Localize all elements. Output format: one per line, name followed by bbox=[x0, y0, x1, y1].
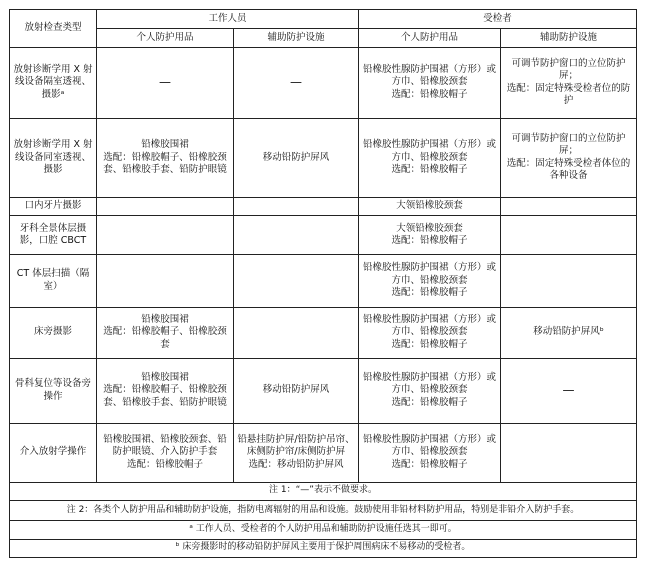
patient-ppe-cell: 铅橡胶性腺防护围裙（方形）或方巾、铅橡胶颈套 选配：铅橡胶帽子 bbox=[359, 254, 501, 307]
patient-aux-cell bbox=[501, 216, 637, 255]
header-staff-aux: 辅助防护设施 bbox=[234, 29, 359, 47]
note-2: 注 2：各类个人防护用品和辅助防护设施，指防电离辐射的用品和设施。鼓励使用非铅材料防护用品，特别是非铅介入防护手套。 bbox=[10, 500, 637, 520]
patient-aux-cell: 移动铅防护屏风ᵇ bbox=[501, 307, 637, 358]
row-category: 牙科全景体层摄影，口腔 CBCT bbox=[10, 216, 97, 255]
header-row-2 bbox=[10, 29, 637, 47]
staff-aux-cell bbox=[234, 307, 359, 358]
table-row bbox=[10, 47, 637, 118]
table-row bbox=[10, 423, 637, 482]
staff-aux-cell: 移动铅防护屏风 bbox=[234, 118, 359, 197]
header-patient: 受检者 bbox=[359, 10, 637, 29]
row-category: 放射诊断学用 X 射线设备隔室透视、摄影ᵃ bbox=[10, 47, 97, 118]
patient-aux-cell bbox=[501, 254, 637, 307]
staff-aux-cell bbox=[234, 216, 359, 255]
header-staff-ppe: 个人防护用品 bbox=[97, 29, 234, 47]
patient-aux-cell bbox=[501, 423, 637, 482]
patient-aux-cell: — bbox=[501, 358, 637, 423]
row-category: 骨科复位等设备旁操作 bbox=[10, 358, 97, 423]
staff-ppe-cell: 铅橡胶围裙、铅橡胶颈套、铅防护眼镜、介入防护手套 选配：铅橡胶帽子 bbox=[97, 423, 234, 482]
row-category: CT 体层扫描（隔室） bbox=[10, 254, 97, 307]
patient-ppe-cell: 铅橡胶性腺防护围裙（方形）或方巾、铅橡胶颈套 选配：铅橡胶帽子 bbox=[359, 358, 501, 423]
table-row bbox=[10, 358, 637, 423]
table-row bbox=[10, 216, 637, 255]
header-staff: 工作人员 bbox=[97, 10, 359, 29]
footnote-b: ᵇ 床旁摄影时的移动铅防护屏风主要用于保护周围病床不易移动的受检者。 bbox=[10, 539, 637, 557]
header-category: 放射检查类型 bbox=[10, 10, 97, 48]
header-row-1 bbox=[10, 10, 637, 29]
staff-ppe-cell: 铅橡胶围裙 选配：铅橡胶帽子、铅橡胶颈套 bbox=[97, 307, 234, 358]
staff-ppe-cell: 铅橡胶围裙 选配：铅橡胶帽子、铅橡胶颈套、铅橡胶手套、铅防护眼镜 bbox=[97, 358, 234, 423]
table-row bbox=[10, 118, 637, 197]
patient-ppe-cell: 铅橡胶性腺防护围裙（方形）或方巾、铅橡胶颈套 选配：铅橡胶帽子 bbox=[359, 118, 501, 197]
staff-ppe-cell bbox=[97, 198, 234, 216]
patient-aux-cell: 可调节防护窗口的立位防护屏； 选配：固定特殊受检者位的防护 bbox=[501, 47, 637, 118]
staff-ppe-cell bbox=[97, 216, 234, 255]
note-row bbox=[10, 500, 637, 520]
footnote-a: ᵃ 工作人员、受检者的个人防护用品和辅助防护设施任选其一即可。 bbox=[10, 521, 637, 539]
patient-aux-cell bbox=[501, 198, 637, 216]
staff-aux-cell: 铅悬挂防护屏/铅防护吊帘、床侧防护帘/床侧防护屏 选配：移动铅防护屏风 bbox=[234, 423, 359, 482]
header-patient-ppe: 个人防护用品 bbox=[359, 29, 501, 47]
table-row bbox=[10, 254, 637, 307]
note-row bbox=[10, 482, 637, 500]
patient-ppe-cell: 铅橡胶性腺防护围裙（方形）或方巾、铅橡胶颈套 选配：铅橡胶帽子 bbox=[359, 47, 501, 118]
row-category: 床旁摄影 bbox=[10, 307, 97, 358]
row-category: 口内牙片摄影 bbox=[10, 198, 97, 216]
patient-ppe-cell: 大领铅橡胶颈套 选配：铅橡胶帽子 bbox=[359, 216, 501, 255]
staff-ppe-cell: — bbox=[97, 47, 234, 118]
header-patient-aux: 辅助防护设施 bbox=[501, 29, 637, 47]
patient-ppe-cell: 大领铅橡胶颈套 bbox=[359, 198, 501, 216]
staff-aux-cell: 移动铅防护屏风 bbox=[234, 358, 359, 423]
row-category: 放射诊断学用 X 射线设备同室透视、摄影 bbox=[10, 118, 97, 197]
radiation-protection-table bbox=[9, 9, 637, 558]
table-row bbox=[10, 198, 637, 216]
staff-aux-cell bbox=[234, 254, 359, 307]
row-category: 介入放射学操作 bbox=[10, 423, 97, 482]
note-row bbox=[10, 539, 637, 557]
staff-aux-cell: — bbox=[234, 47, 359, 118]
table-row bbox=[10, 307, 637, 358]
note-1: 注 1：“—”表示不做要求。 bbox=[10, 482, 637, 500]
patient-ppe-cell: 铅橡胶性腺防护围裙（方形）或方巾、铅橡胶颈套 选配：铅橡胶帽子 bbox=[359, 307, 501, 358]
note-row bbox=[10, 521, 637, 539]
staff-aux-cell bbox=[234, 198, 359, 216]
patient-ppe-cell: 铅橡胶性腺防护围裙（方形）或方巾、铅橡胶颈套 选配：铅橡胶帽子 bbox=[359, 423, 501, 482]
staff-ppe-cell bbox=[97, 254, 234, 307]
staff-ppe-cell: 铅橡胶围裙 选配：铅橡胶帽子、铅橡胶颈套、铅橡胶手套、铅防护眼镜 bbox=[97, 118, 234, 197]
patient-aux-cell: 可调节防护窗口的立位防护屏； 选配：固定特殊受检者体位的各种设备 bbox=[501, 118, 637, 197]
